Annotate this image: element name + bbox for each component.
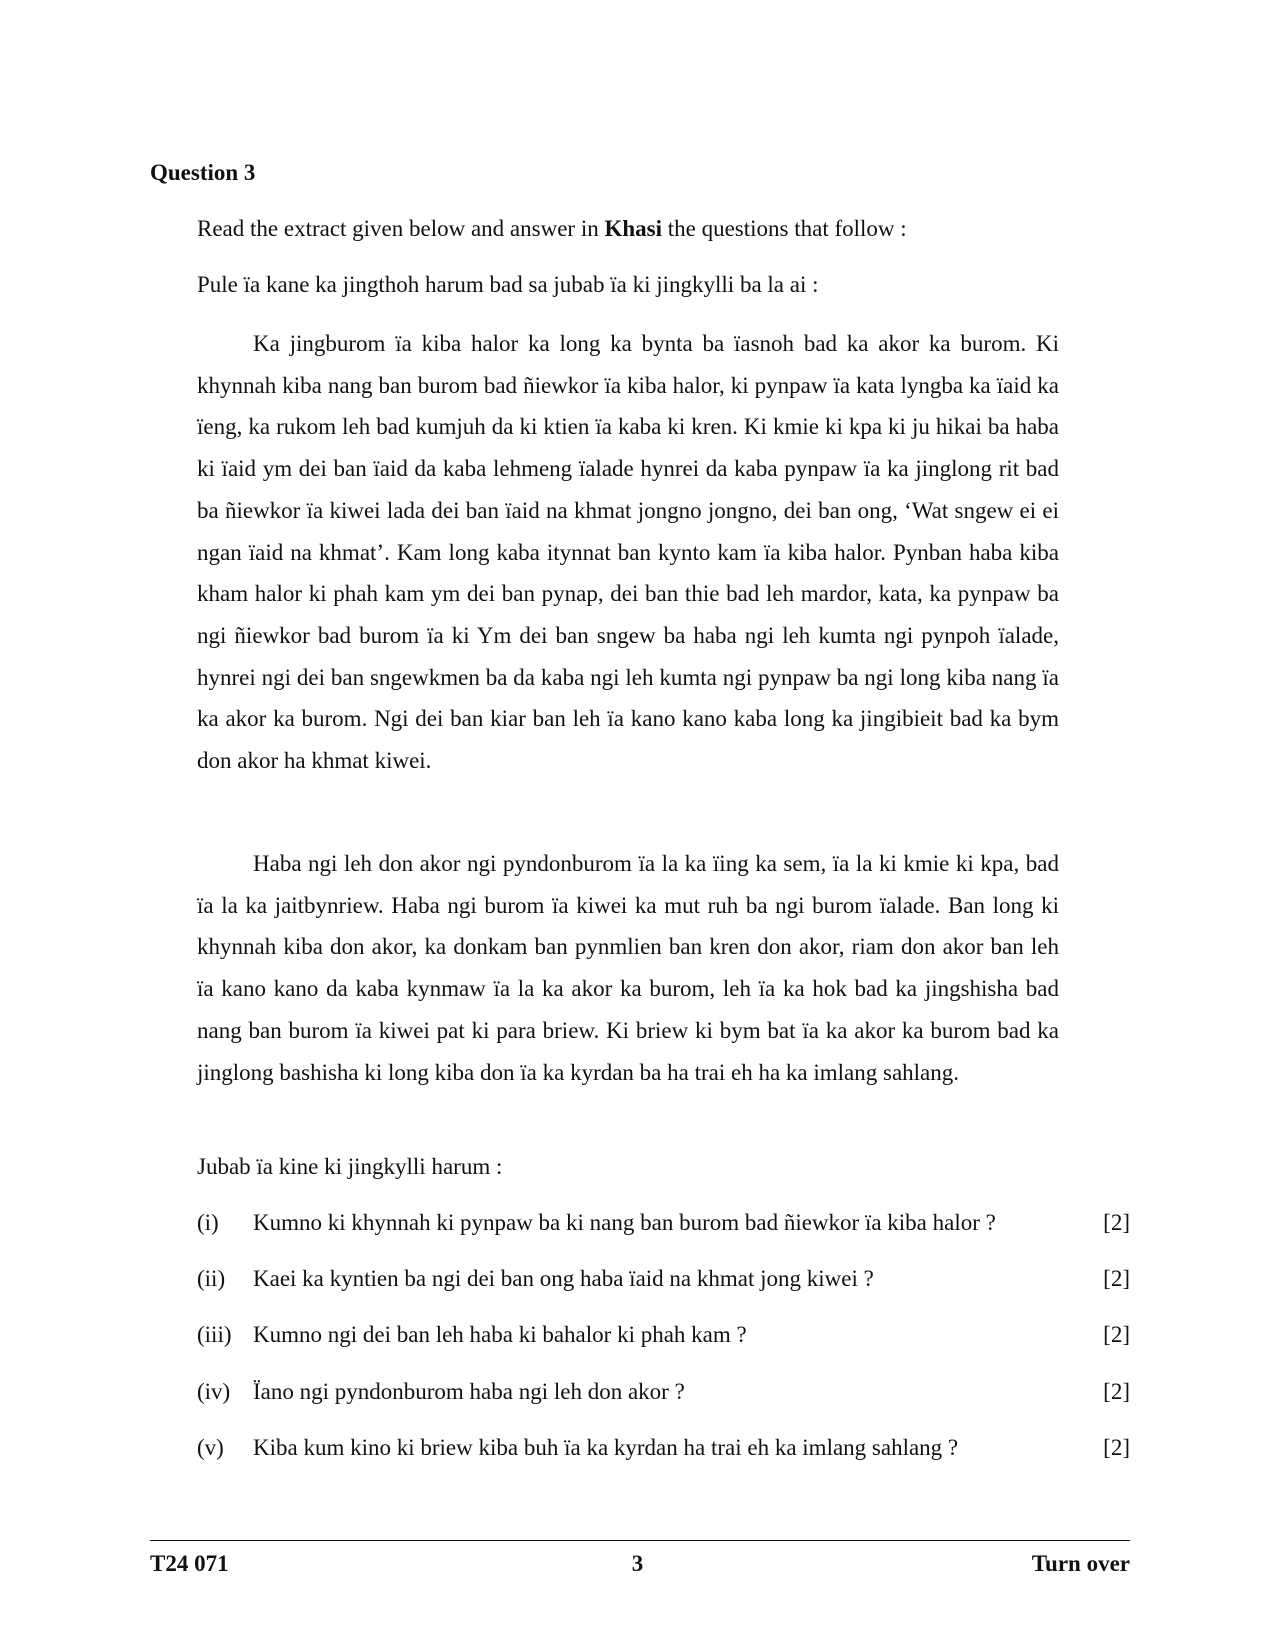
question-number: (iii) [197, 1322, 232, 1348]
passage-paragraph-1 [197, 323, 1059, 782]
answer-intro: Jubab ïa kine ki jingkylli harum : [197, 1154, 503, 1179]
passage-text: Haba ngi leh don akor ngi pyndonburom ïa la ka ïing ka sem, ïa la ki kmie ki kpa, bad ïa la ka jaitbynriew. Haba ngi burom ïa kiwei ka mut ruh ba ngi burom ïalade. Ban long ki khynnah kiba don akor, ka donkam ban pynmlien ban kren don akor, riam don akor ban leh ïa kano kano da kaba kynmaw ïa la ka akor ka burom, leh ïa ka hok bad ka jingshisha bad nang ban burom ïa kiwei pat ki para briew. Ki briew ki bym bat ïa ka akor ka burom bad ka jinglong bashisha ki long kiba don ïa ka kyrdan ba ha trai eh ha ka imlang sahlang. [197, 851, 1059, 1085]
paper-code: T24 071 [150, 1551, 229, 1576]
question-heading: Question 3 [150, 160, 256, 185]
question-item [197, 1432, 1130, 1488]
question-item [197, 1263, 1130, 1319]
question-marks: [2] [1103, 1266, 1130, 1292]
instruction-text-before: Read the extract given below and answer in [197, 216, 605, 241]
passage-paragraph-2 [197, 843, 1059, 1093]
question-marks: [2] [1103, 1210, 1130, 1235]
question-marks: [2] [1103, 1378, 1130, 1404]
question-item [197, 1376, 1130, 1432]
question-number: (v) [197, 1434, 224, 1460]
question-marks: [2] [1103, 1322, 1130, 1348]
turn-over-label: Turn over [1031, 1551, 1130, 1576]
question-text: Kumno ki khynnah ki pynpaw ba ki nang ban burom bad ñiewkor ïa kiba halor ? [253, 1210, 996, 1235]
instruction-line [197, 213, 907, 245]
question-text: Ïano ngi pyndonburom haba ngi leh don akor ? [253, 1378, 685, 1404]
page-number: 3 [631, 1551, 644, 1576]
question-text: Kumno ngi dei ban leh haba ki bahalor ki phah kam ? [253, 1322, 747, 1348]
subinstruction-line: Pule ïa kane ka jingthoh harum bad sa jubab ïa ki jingkylli ba la ai : [197, 272, 819, 297]
question-text: Kiba kum kino ki briew kiba buh ïa ka kyrdan ha trai eh ka imlang sahlang ? [253, 1434, 959, 1460]
question-text: Kaei ka kyntien ba ngi dei ban ong haba ïaid na khmat jong kiwei ? [253, 1266, 874, 1292]
question-number: (i) [197, 1210, 219, 1235]
instruction-text-after: the questions that follow : [662, 216, 907, 241]
footer-divider [150, 1540, 1130, 1541]
question-number: (iv) [197, 1378, 231, 1404]
passage-text: Ka jingburom ïa kiba halor ka long ka bynta ba ïasnoh bad ka akor ka burom. Ki khynnah kiba nang ban burom bad ñiewkor ïa kiba halor, ki pynpaw ïa kata lyngba ka ïaid ka ïeng, ka rukom leh bad kumjuh da ki ktien ïa kaba ki kren. Ki kmie ki kpa ki ju hikai ba haba ki ïaid ym dei ban ïaid da kaba lehmeng ïalade hynrei da kaba pynpaw ïa ka jinglong rit bad ba ñiewkor ïa kiwei lada dei ban ïaid na khmat jongno jongno, dei ban ong, ‘Wat sngew ei ei ngan ïaid na khmat’. Kam long kaba itynnat ban kynto kam ïa kiba halor. Pynban haba kiba kham halor ki phah kam ym dei ban pynap, dei ban thie bad leh mardor, kata, ka pynpaw ba ngi ñiewkor bad burom ïa ki Ym dei ban sngew ba haba ngi leh kumta ngi pynpoh ïalade, hynrei ngi dei ban sngewkmen ba da kaba ngi leh kumta ngi pynpaw ba ngi long kiba nang ïa ka akor ka burom. Ngi dei ban kiar ban leh ïa kano kano kaba long ka jingibieit bad ka bym don akor ha khmat kiwei. [197, 331, 1059, 774]
question-item [197, 1319, 1130, 1375]
question-marks: [2] [1103, 1434, 1130, 1460]
question-item [197, 1207, 1130, 1263]
question-list [197, 1207, 1130, 1488]
question-number: (ii) [197, 1266, 226, 1292]
instruction-language: Khasi [604, 216, 662, 241]
